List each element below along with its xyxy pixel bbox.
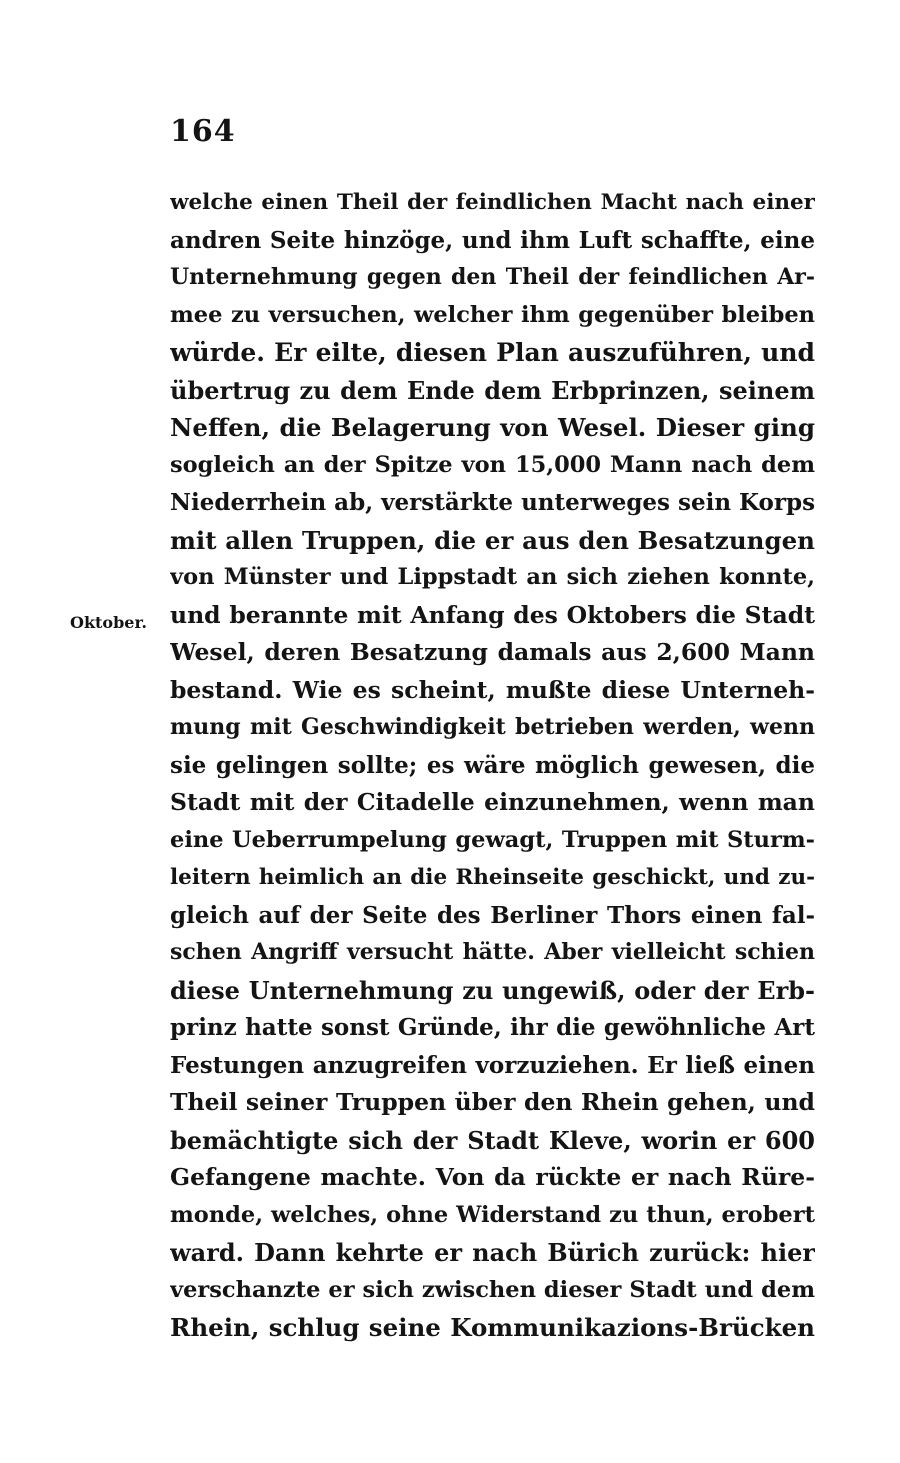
- text-line: mee zu versuchen, welcher ihm gegenüber bleiben: [170, 301, 815, 328]
- text-line: ward. Dann kehrte er nach Bürich zurück: hier: [170, 1238, 815, 1267]
- text-line: gleich auf der Seite des Berliner Thors einen fal-: [170, 901, 815, 929]
- text-line: leitern heimlich an die Rheinseite geschickt, und zu-: [170, 865, 815, 890]
- text-line: von Münster und Lippstadt an sich ziehen konnte,: [170, 564, 815, 590]
- text-line: mung mit Geschwindigkeit betrieben werden, wenn: [170, 714, 815, 740]
- text-line: bestand. Wie es scheint, mußte diese Unterneh-: [170, 675, 815, 704]
- text-line: diese Unternehmung zu ungewiß, oder der Erb-: [170, 975, 815, 1005]
- text-line: Wesel, deren Besatzung damals aus 2,600 Mann: [170, 638, 815, 666]
- text-line: Rhein, schlug seine Kommunikazions-Brücken: [170, 1313, 815, 1342]
- text-line: mit allen Truppen, die er aus den Besatzungen: [170, 525, 815, 555]
- text-line: eine Ueberrumpelung gewagt, Truppen mit Sturm-: [170, 826, 815, 853]
- text-line: Gefangene machte. Von da rückte er nach Rüre-: [170, 1163, 815, 1191]
- text-line: Neffen, die Belagerung von Wesel. Dieser ging: [170, 413, 815, 442]
- text-line: Niederrhein ab, verstärkte unterweges sein Korps: [170, 489, 815, 516]
- text-line: würde. Er eilte, diesen Plan auszuführen, und: [170, 338, 815, 367]
- text-line: monde, welches, ohne Widerstand zu thun, erobert: [170, 1201, 815, 1228]
- text-line: andren Seite hinzöge, und ihm Luft schaffte, eine: [170, 226, 815, 254]
- page-number: 164: [170, 114, 236, 149]
- text-line: Unternehmung gegen den Theil der feindlichen Ar-: [170, 264, 815, 290]
- text-line: und berannte mit Anfang des Oktobers die Stadt: [170, 600, 815, 629]
- text-line: Festungen anzugreifen vorzuziehen. Er ließ einen: [170, 1051, 815, 1079]
- text-line: prinz hatte sonst Gründe, ihr die gewöhnliche Art: [170, 1014, 815, 1041]
- text-line: Stadt mit der Citadelle einzunehmen, wenn man: [170, 788, 815, 816]
- text-line: verschanzte er sich zwischen dieser Stadt und dem: [170, 1276, 815, 1303]
- text-line: sogleich an der Spitze von 15,000 Mann nach dem: [170, 451, 815, 478]
- text-line: bemächtigte sich der Stadt Kleve, worin er 600: [170, 1125, 815, 1155]
- text-line: übertrug zu dem Ende dem Erbprinzen, seinem: [170, 375, 815, 405]
- margin-note-month: Oktober.: [70, 613, 147, 632]
- text-line: schen Angriff versucht hätte. Aber vielleicht schien: [170, 939, 815, 965]
- body-text: [170, 184, 815, 1347]
- text-line: Theil seiner Truppen über den Rhein gehen, und: [170, 1088, 815, 1116]
- text-line: welche einen Theil der feindlichen Macht nach einer: [170, 190, 815, 215]
- text-line: sie gelingen sollte; es wäre möglich gewesen, die: [170, 751, 815, 779]
